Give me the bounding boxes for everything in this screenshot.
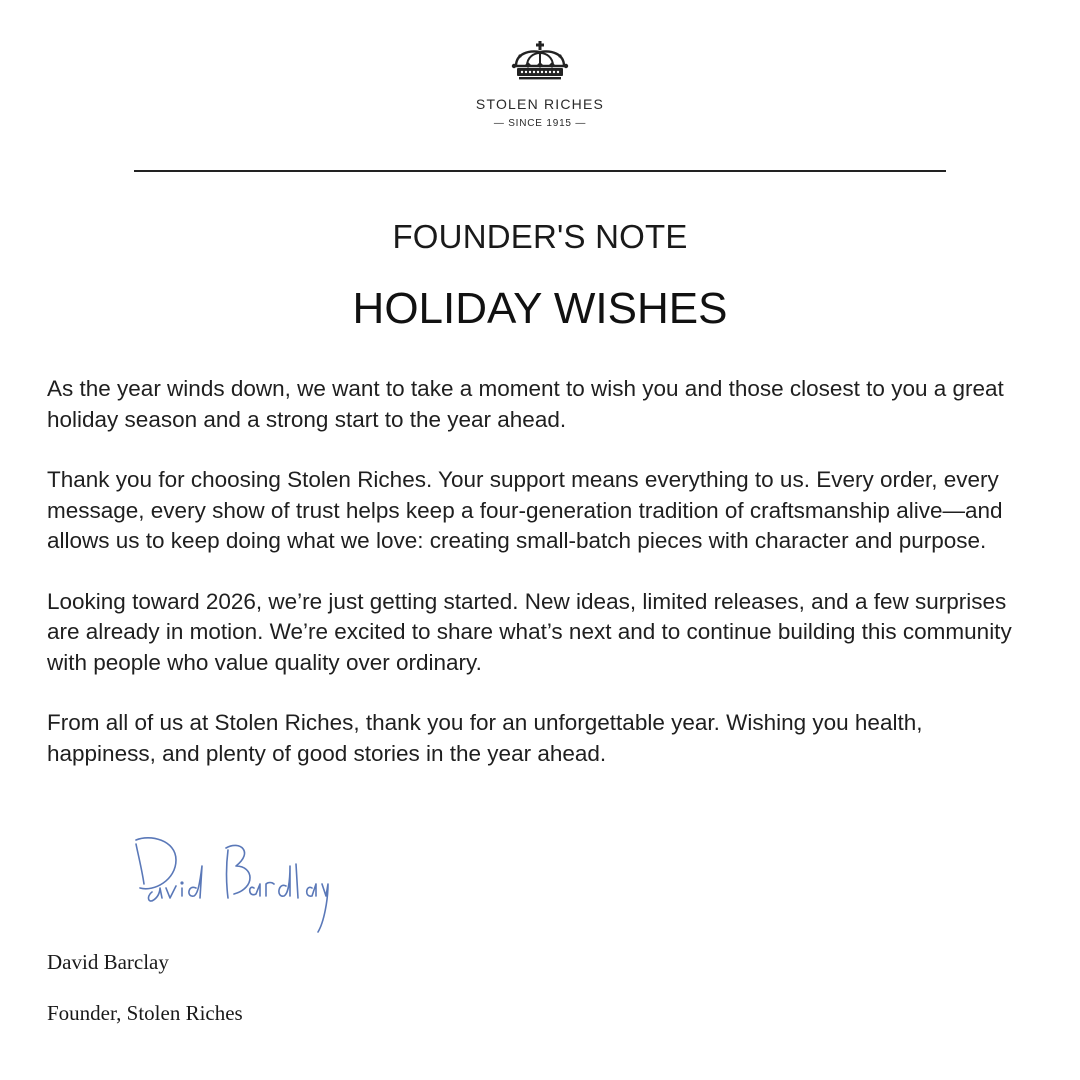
brand-name: STOLEN RICHES [475,96,605,112]
signer-name: David Barclay [47,950,169,974]
crown-icon [510,40,570,82]
page-title: HOLIDAY WISHES [352,284,728,333]
brand-since: — SINCE 1915 — [493,118,587,129]
section-kicker: FOUNDER'S NOTE [392,218,688,255]
paragraph: As the year winds down, we want to take a moment to wish you and those closest to you a great holiday season and a strong start to the year ahead. [47,376,1004,432]
signer-title: Founder, Stolen Riches [47,1001,243,1025]
brand-logo [0,40,1080,129]
letter-body [47,374,1037,799]
paragraph: Thank you for choosing Stolen Riches. Your support means everything to us. Every order, every message, every show of trust helps keep a four-generation tradition of craftsmanship alive—and allows us to keep doing what we love: creating small-batch pieces with character and purpose. [47,467,1003,553]
paragraph: From all of us at Stolen Riches, thank you for an unforgettable year. Wishing you health, happiness, and plenty of good stories in the year ahead. [47,710,923,766]
handwritten-signature [130,826,340,951]
paragraph: Looking toward 2026, we’re just getting started. New ideas, limited releases, and a few surprises are already in motion. We’re excited to share what’s next and to continue building this community with people who value quality over ordinary. [47,588,1012,675]
header-divider [134,170,946,172]
